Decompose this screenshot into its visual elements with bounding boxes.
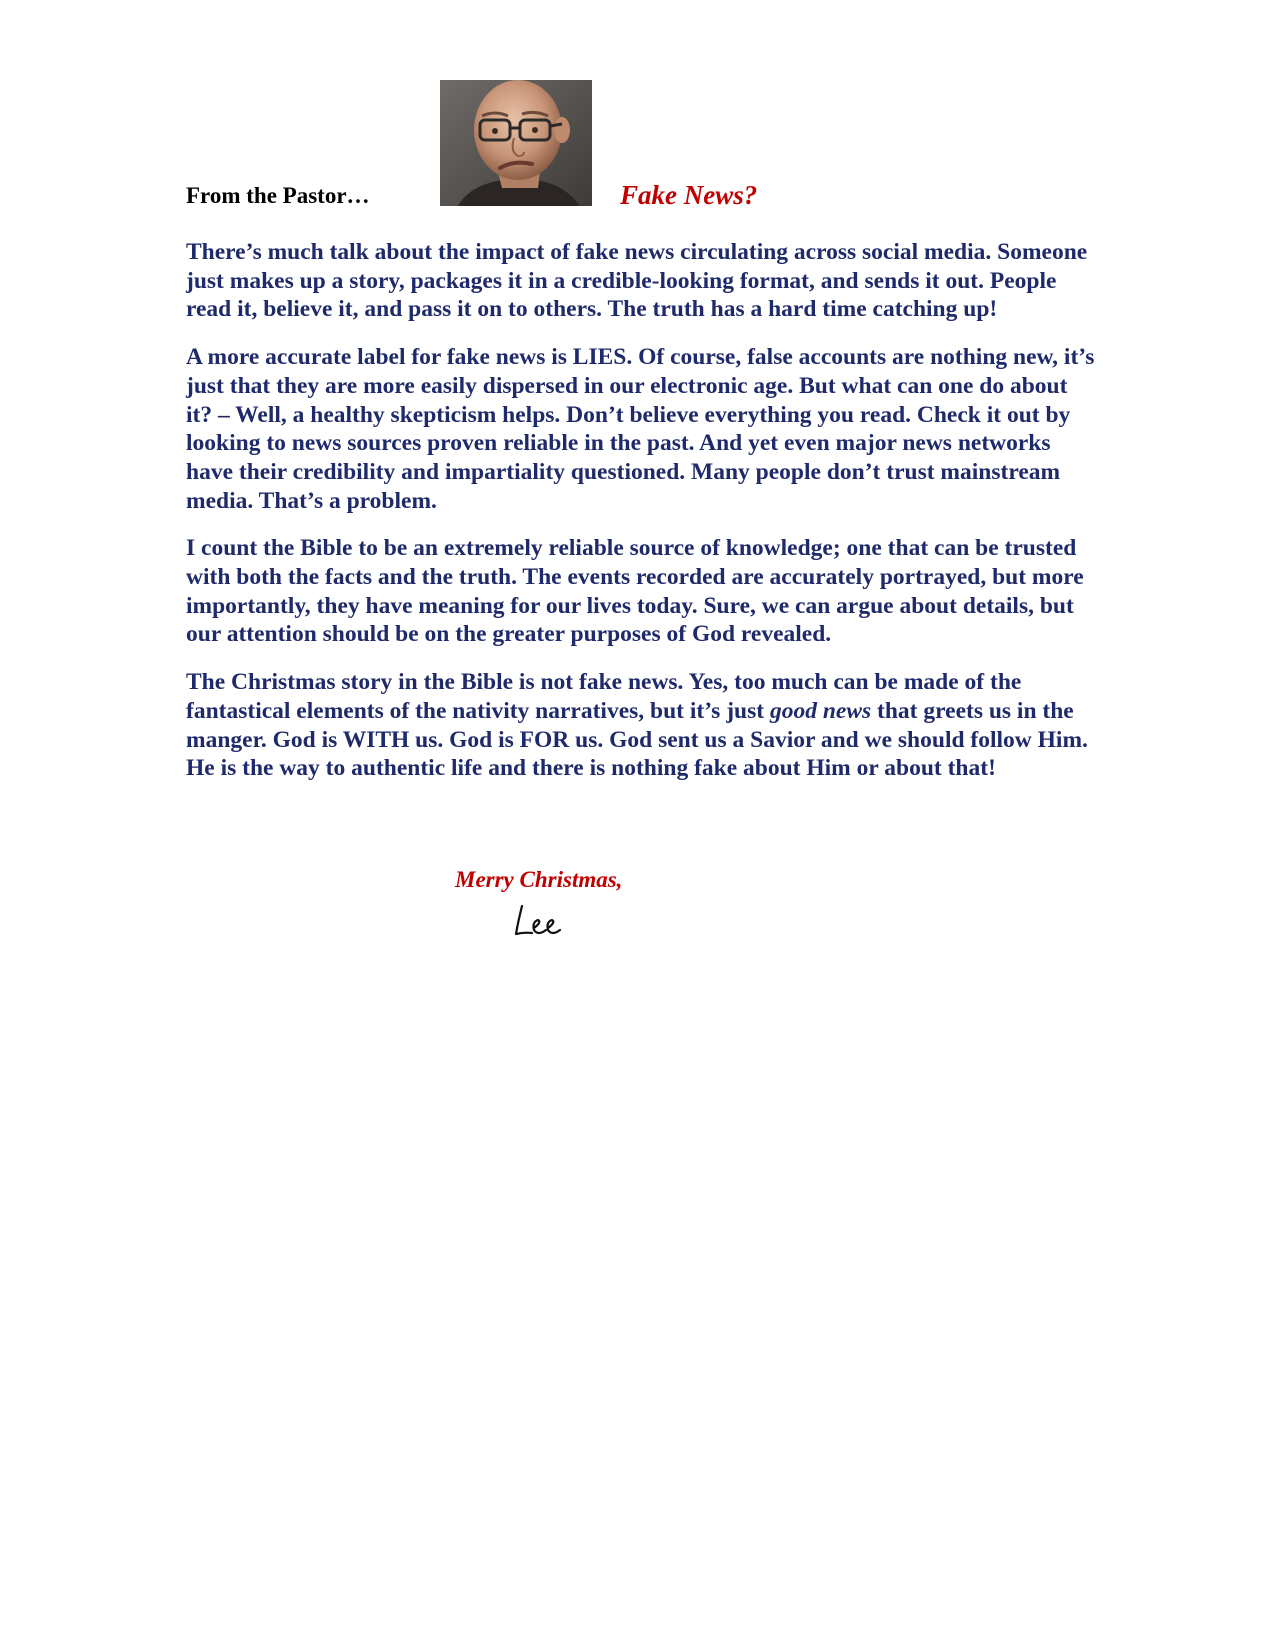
article-title: Fake News? <box>620 180 758 210</box>
paragraph-2: A more accurate label for fake news is LIES. Of course, false accounts are nothing new, it’s just that they are more easily dispersed in our electronic age. But what can one do about it? – Well, a healthy skepticism helps. Don’t believe everything you read. Check it out by looking to news sources proven reliable in the past. And yet even major news networks have their credibility and impartiality questioned. Many people don’t trust mainstream media. That’s a problem. <box>186 344 1095 514</box>
from-the-pastor-label: From the Pastor… <box>186 183 370 208</box>
paragraph-3: I count the Bible to be an extremely reliable source of knowledge; one that can be trusted with both the facts and the truth. The events recorded are accurately portrayed, but more importantly, they have meaning for our lives today. Sure, we can argue about details, but our attention should be on the greater purposes of God revealed. <box>186 535 1084 648</box>
signature <box>512 900 572 944</box>
paragraph-4-text-start: The Christmas story in the Bible is not fake news. Yes, too much can be made of the fantastical elements of the nativity narratives, but it’s just <box>186 669 1022 724</box>
pastor-portrait-icon <box>440 80 592 206</box>
paragraph-4-text-end: that greets us in the manger. God is WITH us. God is FOR us. God sent us a Savior and we should follow Him. He is the way to authentic life and there is nothing fake about Him or about that! <box>186 697 1088 782</box>
closing-greeting: Merry Christmas, <box>455 867 623 892</box>
handwritten-signature-icon <box>512 900 572 944</box>
paragraph-1: There’s much talk about the impact of fake news circulating across social media. Someone just makes up a story, packages it in a credible-looking format, and sends it out. People read it, believe it, and pass it on to others. The truth has a hard time catching up! <box>186 239 1088 323</box>
paragraph-4-emphasis: good news <box>769 697 872 724</box>
paragraph-4 <box>186 668 1096 783</box>
article-body <box>186 238 1096 783</box>
pastor-photo <box>440 80 592 206</box>
